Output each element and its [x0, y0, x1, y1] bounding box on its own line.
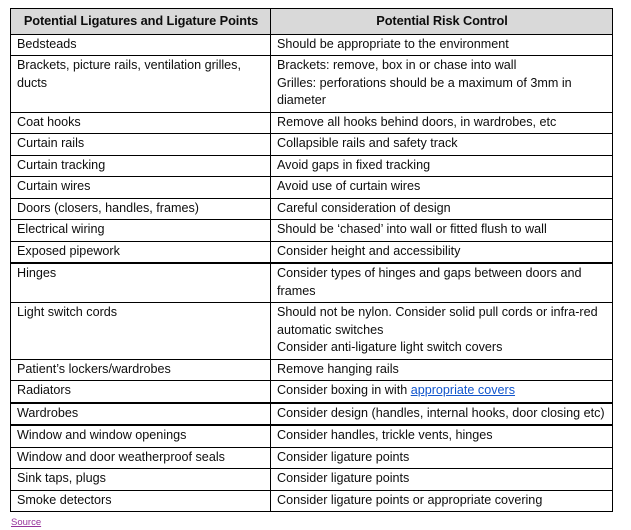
risk-control-line: Should not be nylon. Consider solid pull cords or infra-red automatic switches [277, 305, 598, 337]
risk-control-cell [271, 381, 613, 403]
risk-control-line: Consider design (handles, internal hooks, door closing etc) [277, 405, 605, 420]
risk-control-cell [271, 490, 613, 512]
column-header-risk-control: Potential Risk Control [271, 9, 613, 35]
ligature-cell: Wardrobes [11, 403, 271, 426]
table-row [11, 469, 613, 491]
ligature-cell: Radiators [11, 381, 271, 403]
risk-control-cell [271, 469, 613, 491]
ligature-cell: Smoke detectors [11, 490, 271, 512]
ligature-cell: Bedsteads [11, 34, 271, 56]
risk-control-cell [271, 34, 613, 56]
ligature-cell: Window and door weatherproof seals [11, 447, 271, 469]
risk-control-cell [271, 134, 613, 156]
risk-control-line: Consider ligature points [277, 449, 410, 464]
table-header [11, 9, 613, 35]
risk-control-cell [271, 403, 613, 426]
table-row [11, 490, 613, 512]
table-row [11, 220, 613, 242]
table-row [11, 155, 613, 177]
header-row [11, 9, 613, 35]
ligature-cell: Exposed pipework [11, 241, 271, 263]
source-link[interactable]: Source [11, 517, 42, 528]
risk-control-cell [271, 220, 613, 242]
table-row [11, 112, 613, 134]
risk-control-cell [271, 447, 613, 469]
ligature-cell: Coat hooks [11, 112, 271, 134]
table-row [11, 241, 613, 263]
risk-control-line: Consider types of hinges and gaps between doors and frames [277, 266, 582, 298]
table-row [11, 263, 613, 303]
risk-control-cell [271, 177, 613, 199]
ligature-cell: Window and window openings [11, 425, 271, 447]
column-header-ligatures: Potential Ligatures and Ligature Points [11, 9, 271, 35]
risk-control-cell [271, 359, 613, 381]
ligature-cell: Patient’s lockers/wardrobes [11, 359, 271, 381]
table-row [11, 177, 613, 199]
ligature-cell: Hinges [11, 263, 271, 303]
risk-control-cell [271, 425, 613, 447]
risk-control-cell [271, 56, 613, 113]
risk-control-line: Avoid gaps in fixed tracking [277, 157, 431, 172]
table-row [11, 359, 613, 381]
ligature-cell: Light switch cords [11, 303, 271, 360]
risk-control-line: Collapsible rails and safety track [277, 136, 458, 150]
table-row [11, 34, 613, 56]
risk-control-line: Brackets: remove, box in or chase into wall [277, 58, 517, 72]
risk-control-line: Consider handles, trickle vents, hinges [277, 428, 493, 442]
risk-control-line: Consider height and accessibility [277, 243, 461, 258]
table-row [11, 403, 613, 426]
risk-control-line: Consider ligature points or appropriate covering [277, 492, 543, 507]
risk-control-cell [271, 155, 613, 177]
risk-control-line: Consider ligature points [277, 471, 410, 485]
ligature-risk-table [10, 8, 613, 512]
ligature-cell: Brackets, picture rails, ventilation grilles, ducts [11, 56, 271, 113]
table-row [11, 198, 613, 220]
risk-control-line: Careful consideration of design [277, 200, 451, 215]
risk-control-line: Remove hanging rails [277, 361, 399, 376]
ligature-cell: Electrical wiring [11, 220, 271, 242]
ligature-cell: Sink taps, plugs [11, 469, 271, 491]
risk-control-cell [271, 241, 613, 263]
risk-control-line: Avoid use of curtain wires [277, 179, 421, 193]
risk-control-line: Consider anti-ligature light switch covers [277, 340, 503, 354]
risk-control-line: Should be appropriate to the environment [277, 36, 509, 51]
risk-control-cell [271, 303, 613, 360]
table-body [11, 34, 613, 512]
table-row [11, 447, 613, 469]
table-row [11, 56, 613, 113]
table-row [11, 381, 613, 403]
ligature-cell: Curtain rails [11, 134, 271, 156]
risk-control-cell [271, 198, 613, 220]
ligature-cell: Doors (closers, handles, frames) [11, 198, 271, 220]
ligature-cell: Curtain wires [11, 177, 271, 199]
risk-control-cell [271, 263, 613, 303]
table-row [11, 134, 613, 156]
appropriate-covers-link[interactable]: appropriate covers [410, 383, 516, 397]
table-row [11, 425, 613, 447]
risk-control-cell [271, 112, 613, 134]
risk-control-line: Should be ‘chased’ into wall or fitted flush to wall [277, 222, 547, 236]
risk-control-line: Remove all hooks behind doors, in wardrobes, etc [277, 114, 557, 129]
ligature-cell: Curtain tracking [11, 155, 271, 177]
risk-control-line: Grilles: perforations should be a maximum of 3mm in diameter [277, 75, 572, 107]
risk-control-text: Consider boxing in with [277, 383, 411, 397]
table-row [11, 303, 613, 360]
